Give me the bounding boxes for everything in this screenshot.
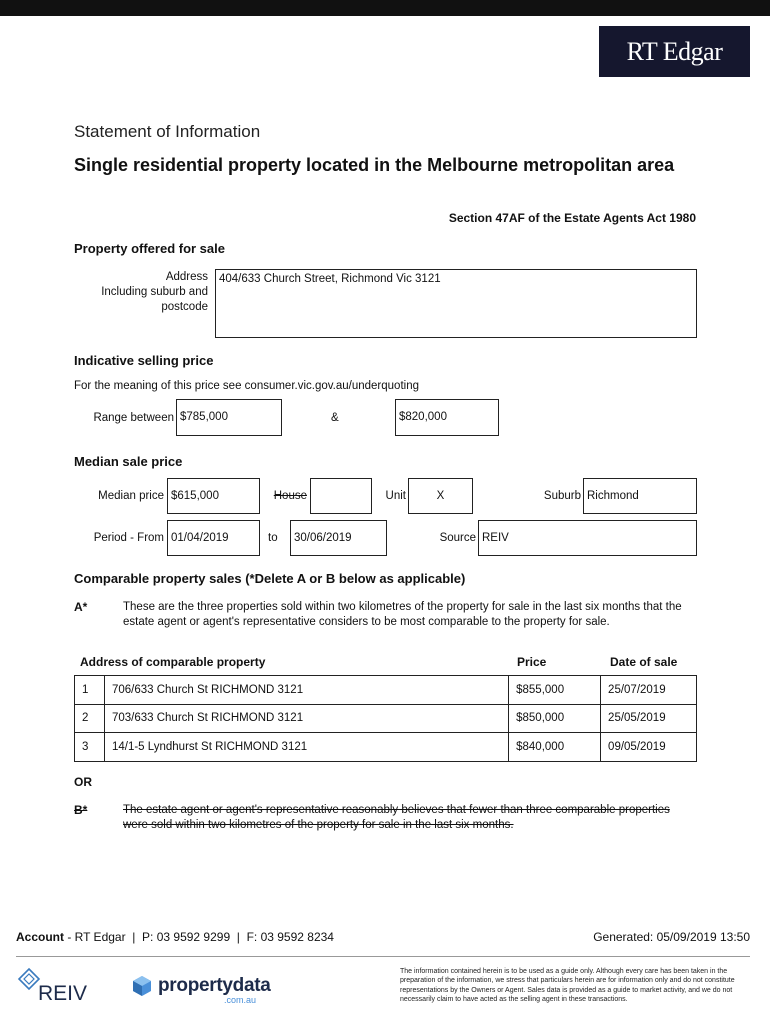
account-label: Account	[16, 930, 64, 944]
address-label-line: postcode	[161, 301, 208, 313]
account-info	[16, 930, 334, 944]
logo-text: RT Edgar	[626, 36, 723, 66]
col-date-header: Date of sale	[610, 655, 678, 669]
price-high-value: $820,000	[399, 411, 447, 423]
propertydata-logo-text: propertydata	[158, 975, 271, 996]
propertydata-cube-icon	[130, 974, 154, 998]
property-heading: Property offered for sale	[74, 241, 225, 256]
comparable-table	[74, 675, 697, 762]
generated-timestamp: Generated: 05/09/2019 13:50	[593, 930, 750, 944]
price-low-value: $785,000	[180, 411, 228, 423]
price-low-field[interactable]	[176, 399, 282, 436]
address-value: 404/633 Church Street, Richmond Vic 3121	[219, 273, 441, 285]
reiv-logo	[17, 967, 107, 1007]
table-row	[75, 733, 697, 762]
unit-label: Unit	[385, 490, 406, 502]
reiv-logo-text: REIV	[38, 982, 88, 1005]
row-address: 706/633 Church St RICHMOND 3121	[104, 676, 508, 705]
period-to-value: 30/06/2019	[294, 532, 352, 544]
col-address-header: Address of comparable property	[80, 655, 266, 669]
address-field[interactable]	[215, 269, 697, 338]
period-label: Period - From	[93, 532, 164, 544]
address-label-line: Including suburb and	[101, 286, 208, 298]
option-a-text: These are the three properties sold within two kilometres of the property for sale in the last six months that the estate agent or agent's representative considers to be most comparable to the property for sale.	[123, 601, 682, 628]
median-heading: Median sale price	[74, 454, 183, 469]
unit-field[interactable]	[408, 478, 473, 514]
account-contact: - RT Edgar | P: 03 9592 9299 | F: 03 9592 8234	[64, 930, 334, 944]
suburb-field[interactable]	[583, 478, 697, 514]
house-label: House	[273, 490, 307, 502]
row-number: 2	[75, 704, 105, 733]
source-label: Source	[439, 532, 476, 544]
top-bar	[0, 0, 770, 16]
row-number: 3	[75, 733, 105, 762]
median-price-field[interactable]	[167, 478, 260, 514]
suburb-value: Richmond	[587, 490, 639, 502]
source-value: REIV	[482, 532, 509, 544]
range-ampersand: &	[331, 412, 339, 424]
option-a-marker: A*	[74, 600, 88, 614]
propertydata-logo-domain: .com.au	[224, 995, 257, 1005]
act-section: Section 47AF of the Estate Agents Act 1980	[448, 211, 696, 225]
table-row	[75, 676, 697, 705]
rt-edgar-logo	[599, 26, 750, 77]
table-row	[75, 704, 697, 733]
row-address: 14/1-5 Lyndhurst St RICHMOND 3121	[104, 733, 508, 762]
median-price-label: Median price	[98, 490, 164, 502]
disclaimer: The information contained herein is to be used as a guide only. Although every care has been taken in the preparation of the information, we stress that particulars herein are for information only and do not constitute representations by the Owners or Agent. Sales data is provided as a guide to market activity, and we do not necessarily claim to have acted as the selling agent in these transactions.	[400, 968, 735, 1003]
row-number: 1	[75, 676, 105, 705]
document-title: Single residential property located in the Melbourne metropolitan area	[74, 155, 675, 175]
comparable-heading: Comparable property sales (*Delete A or B below as applicable)	[74, 571, 466, 586]
row-price: $840,000	[509, 733, 601, 762]
period-from-value: 01/04/2019	[171, 532, 229, 544]
or-label: OR	[74, 775, 92, 789]
col-price-header: Price	[517, 655, 547, 669]
median-price-value: $615,000	[171, 490, 219, 502]
row-address: 703/633 Church St RICHMOND 3121	[104, 704, 508, 733]
footer-divider	[16, 956, 750, 957]
price-high-field[interactable]	[395, 399, 499, 436]
suburb-label: Suburb	[543, 490, 581, 502]
underquoting-note: For the meaning of this price see consumer.vic.gov.au/underquoting	[74, 380, 419, 392]
period-from-field[interactable]	[167, 520, 260, 556]
option-b-text: The estate agent or agent's representative reasonably believes that fewer than three comparable properties were sold within two kilometres of the property for sale in the last six months.	[123, 804, 670, 831]
option-b-marker: B*	[74, 803, 88, 817]
period-to-label: to	[268, 532, 278, 544]
range-label: Range between	[93, 412, 174, 424]
row-price: $855,000	[509, 676, 601, 705]
address-label	[74, 270, 208, 315]
unit-value: X	[436, 490, 445, 502]
house-field[interactable]	[310, 478, 372, 514]
row-date: 09/05/2019	[601, 733, 697, 762]
row-date: 25/05/2019	[601, 704, 697, 733]
statement-heading: Statement of Information	[74, 122, 261, 141]
period-to-field[interactable]	[290, 520, 387, 556]
source-field[interactable]	[478, 520, 697, 556]
indicative-heading: Indicative selling price	[74, 353, 214, 368]
row-price: $850,000	[509, 704, 601, 733]
row-date: 25/07/2019	[601, 676, 697, 705]
address-label-line: Address	[165, 271, 208, 283]
